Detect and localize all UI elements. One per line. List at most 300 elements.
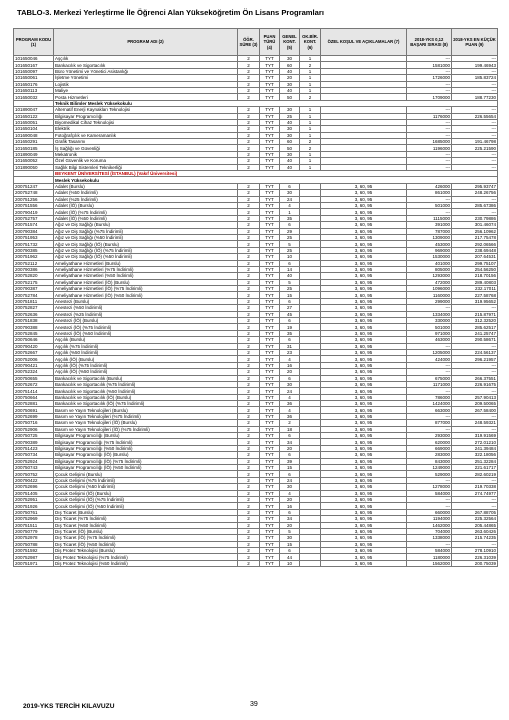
table-cell: TYT [260,202,280,208]
table-cell: --- [452,496,498,502]
table-cell: 200752636 [14,311,54,317]
table-cell: Bankacılık ve Sigortacılık (İÖ) (%75 İndirimli) [54,401,238,407]
table-cell: 2 [238,439,260,445]
table-cell: 2 [238,337,260,343]
table-cell: TYT [260,241,280,247]
table-cell: 6 [280,471,300,477]
table-cell: TYT [260,420,280,426]
table-cell: 2 [238,279,260,285]
table-cell: Çocuk Gelişimi (%75 İndirimli) [54,477,238,483]
table-cell: 3, 60, 95 [321,490,407,496]
table-cell: 501000 [407,202,452,208]
table-cell: 3, 60, 95 [321,388,407,394]
table-cell: TYT [260,107,280,113]
table-cell: Özel Güvenlik ve Koruma [54,158,238,164]
table-cell: --- [407,426,452,432]
table-cell: 2 [238,75,260,81]
table-cell: 3, 60, 95 [321,196,407,202]
table-cell: TYT [260,196,280,202]
table-cell: 289.40803 [452,279,498,285]
table-cell: 3, 60, 95 [321,183,407,189]
table-cell: 16 [280,362,300,368]
table-cell: 248.26756 [452,190,498,196]
table-cell: 424000 [407,356,452,362]
table-cell: 200790384 [14,228,54,234]
table-cell: 3, 60, 95 [321,241,407,247]
table-cell: --- [407,164,452,170]
table-cell: 30 [280,535,300,541]
table-cell: 2 [238,554,260,560]
header-en-kucuk-puan: 2018-YKS EN KÜÇÜK PUAN (9) [452,29,498,56]
table-cell: 30 [280,381,300,387]
page-title: TABLO-3. Merkezi Yerleştirme İle Öğrenci Alan Yükseköğretim Ön Lisans Programları [17,8,324,17]
table-cell: 2 [238,318,260,324]
table-cell: Dış Ticaret (İÖ) (%50 İndirimli) [54,541,238,547]
table-cell: 2 [238,266,260,272]
table-cell: --- [407,126,452,132]
table-cell: 5 [280,279,300,285]
table-cell: 30 [280,484,300,490]
table-cell: 3, 60, 95 [321,369,407,375]
table-cell: --- [452,158,498,164]
table-cell: --- [452,132,498,138]
table-body [14,56,498,567]
table-cell: 200752987 [14,554,54,560]
table-cell: 101650113 [14,87,54,93]
table-cell: 191.46798 [452,139,498,145]
table-cell: TYT [260,503,280,509]
header-okbir-kont: OK.BİR. KONT. (6) [300,29,321,56]
table-cell: 2 [238,375,260,381]
table-cell: 101890050 [14,164,54,170]
table-cell: 101650104 [14,126,54,132]
table-cell: Dış Ticaret (İÖ) (Burslu) [54,528,238,534]
table-cell: 45 [280,311,300,317]
table-cell: --- [407,119,452,125]
table-cell: 215.74235 [452,535,498,541]
table-cell: 3, 60, 95 [321,477,407,483]
table-cell: --- [452,541,498,547]
table-cell: 6 [280,222,300,228]
table-cell: 3, 60, 95 [321,202,407,208]
table-cell: 3, 60, 95 [321,343,407,349]
table-cell: 1685000 [407,139,452,145]
table-cell: 2 [238,126,260,132]
table-cell: 200751953 [14,234,54,240]
table-cell: Ameliyathane Hizmetleri (Burslu) [54,260,238,266]
table-cell: TYT [260,516,280,522]
table-cell: 2 [238,343,260,349]
table-cell: 256.10962 [452,228,498,234]
table-cell: Bankacılık ve Sigortacılık (Burslu) [54,375,238,381]
table-cell: 3, 60, 95 [321,554,407,560]
table-cell: 2 [300,139,321,145]
header-ozel-kosul: ÖZEL KOŞUL VE AÇIKLAMALAR (7) [321,29,407,56]
table-cell: 218.70156 [452,273,498,279]
table-cell: --- [452,119,498,125]
table-cell: 200751247 [14,183,54,189]
table-cell: 2 [238,81,260,87]
table-cell: 36 [280,401,300,407]
table-cell: 200750655 [14,375,54,381]
table-cell: 2 [238,541,260,547]
table-cell: 2 [238,369,260,375]
table-cell: 274.74977 [452,490,498,496]
table-cell: 2 [238,560,260,566]
table-cell: Çocuk Gelişimi (Burslu) [54,471,238,477]
table-cell: 401000 [407,260,452,266]
table-cell: Diş Protez Teknolojisi (%50 İndirimli) [54,560,238,566]
table-cell: 4 [280,356,300,362]
table-cell: 205.44865 [452,522,498,528]
table-cell: --- [452,68,498,74]
table-cell: 2 [238,484,260,490]
table-cell: 226.31039 [452,554,498,560]
table-cell: 200750752 [14,471,54,477]
table-cell: --- [407,87,452,93]
table-cell: 472000 [407,279,452,285]
table-cell: 20 [280,522,300,528]
table-cell: TYT [260,452,280,458]
table-cell: 6 [280,375,300,381]
table-cell: 2 [238,535,260,541]
table-cell: 6 [280,260,300,266]
table-cell: Bilgisayar Programcılığı (İÖ) (Burslu) [54,452,238,458]
header-basari-sirasi: 2018-YKS 0,12 BAŞARI SIRASI (8) [407,29,452,56]
table-cell: Dış Ticaret (Burslu) [54,509,238,515]
table-cell: 267.58400 [452,407,498,413]
table-cell: 101650185 [14,145,54,151]
footer-guide-title: 2019-YKS TERCİH KILAVUZU [23,703,115,710]
table-cell: Anestezi (%25 İndirimli) [54,311,238,317]
table-cell: TYT [260,375,280,381]
table-cell: 3, 60, 95 [321,535,407,541]
table-cell: 2 [238,202,260,208]
table-cell: TYT [260,433,280,439]
table-cell: 23 [280,349,300,355]
table-cell: 2 [238,209,260,215]
table-cell: TYT [260,439,280,445]
section-name: Meslek Yüksekokulu [54,177,498,183]
table-cell: 2 [238,452,260,458]
table-cell: --- [452,343,498,349]
table-cell: 3, 60, 95 [321,433,407,439]
table-cell: TYT [260,560,280,566]
table-cell: 322.18056 [452,452,498,458]
table-cell: 1 [280,209,300,215]
table-cell: 2 [238,68,260,74]
table-header-row [14,29,498,56]
table-cell: 219.70338 [452,484,498,490]
table-cell: 31 [280,343,300,349]
table-cell: 1709000 [407,94,452,100]
table-cell: İş Sağlığı ve Güvenliği [54,145,238,151]
table-cell: 1424000 [407,401,452,407]
table-cell: 1581000 [407,62,452,68]
table-cell: Bankacılık ve Sigortacılık (%50 İndirimli) [54,388,238,394]
table-cell: 200750691 [14,407,54,413]
table-cell: 1 [300,126,321,132]
table-cell: TYT [260,234,280,240]
table-cell: 101890047 [14,107,54,113]
table-cell: 101650291 [14,139,54,145]
table-cell: 1160000 [407,292,452,298]
table-cell: TYT [260,132,280,138]
table-cell: 2 [238,394,260,400]
table-cell: 2 [300,145,321,151]
table-cell: --- [452,209,498,215]
table-cell: 2 [238,139,260,145]
table-cell: 101890049 [14,151,54,157]
table-cell: 40 [280,119,300,125]
table-cell: 200750734 [14,452,54,458]
table-cell: --- [407,305,452,311]
table-cell: 290.58671 [452,337,498,343]
table-cell: 3, 60, 95 [321,413,407,419]
table-cell: 200752175 [14,279,54,285]
table-cell: TYT [260,343,280,349]
table-cell: 3, 60, 95 [321,516,407,522]
table-cell: 257.90413 [452,394,498,400]
table-cell: 226.91675 [452,381,498,387]
table-cell: 200751732 [14,241,54,247]
table-cell: 1205000 [407,349,452,355]
table-cell: 200752906 [14,426,54,432]
table-cell: 2 [238,445,260,451]
table-cell: --- [452,305,498,311]
table-cell: 200790389 [14,439,54,445]
table-cell: TYT [260,279,280,285]
table-cell: Ameliyathane Hizmetleri (%50 İndirimli) [54,273,238,279]
table-cell: 3, 60, 95 [321,318,407,324]
table-cell: Bankacılık ve Sigortacılık (%75 İndirimli) [54,381,238,387]
table-cell: 44 [280,554,300,560]
table-cell: TYT [260,324,280,330]
table-cell: 199.46943 [452,62,498,68]
table-cell: Adalet (İÖ) (%75 İndirimli) [54,209,238,215]
table-cell: 35 [280,330,300,336]
table-cell: 2 [238,119,260,125]
table-cell: 296.21957 [452,356,498,362]
table-cell: 3, 60, 95 [321,445,407,451]
table-cell: --- [452,164,498,170]
table-cell: Dış Ticaret (%50 İndirimli) [54,522,238,528]
table-cell: 25 [280,286,300,292]
table-cell: TYT [260,484,280,490]
table-cell: 200.75039 [452,560,498,566]
table-cell: TYT [260,535,280,541]
table-cell: 101650097 [14,68,54,74]
table-cell: 3, 60, 95 [321,298,407,304]
table-cell: 3, 60, 95 [321,356,407,362]
table-cell: Posta Hizmetleri [54,94,238,100]
table-cell: 2 [238,273,260,279]
table-cell: 20 [280,445,300,451]
header-puan-turu: PUAN TÜRÜ (4) [260,29,280,56]
table-cell: 225.32564 [452,516,498,522]
table-cell: 200751574 [14,222,54,228]
table-cell: 1 [300,158,321,164]
table-cell: 3, 60, 95 [321,401,407,407]
table-cell: 200750743 [14,465,54,471]
table-cell: TYT [260,292,280,298]
table-cell: 200752845 [14,330,54,336]
table-cell: 200790419 [14,209,54,215]
table-cell: 1530000 [407,254,452,260]
table-cell: 25 [280,247,300,253]
table-cell: --- [407,81,452,87]
table-cell [300,560,321,566]
table-cell: 2 [238,349,260,355]
table-cell: --- [452,413,498,419]
table-cell: 3, 60, 95 [321,548,407,554]
table-cell: Ağız ve Diş Sağlığı (İÖ) (%75 İndirimli) [54,247,238,253]
table-cell: 30 [280,190,300,196]
table-cell: TYT [260,228,280,234]
table-cell: Bilgisayar Programcılığı [54,113,238,119]
table-cell: 25 [280,234,300,240]
table-cell: 200790420 [14,343,54,349]
table-cell: Bilgisayar Programcılığı (İÖ) (%50 İndirimli) [54,465,238,471]
table-cell: 30 [280,151,300,157]
table-cell: 2 [300,62,321,68]
table-cell: 200752924 [14,458,54,464]
table-cell: 301.46074 [452,222,498,228]
table-cell: 101650046 [14,56,54,62]
table-cell: 200752699 [14,413,54,419]
table-cell: 200790386 [14,266,54,272]
table-cell: Büro Yönetimi ve Yönetici Asistanlığı [54,68,238,74]
table-cell: 6 [280,183,300,189]
table-cell: 675000 [407,375,452,381]
table-cell: 230.79886 [452,215,498,221]
table-cell: 3, 60, 95 [321,458,407,464]
table-cell: 6 [280,433,300,439]
table-cell: 221.61717 [452,465,498,471]
table-cell: 1 [300,56,321,62]
table-cell: 200751556 [14,202,54,208]
table-cell: 101650176 [14,81,54,87]
table-cell: 3, 60, 95 [321,541,407,547]
table-cell: 200752748 [14,190,54,196]
table-cell: 36 [280,413,300,419]
table-cell: Diş Protez Teknolojisi (Burslu) [54,548,238,554]
table-cell: Basım ve Yayın Teknolojileri (İÖ) (%75 İndirimli) [54,426,238,432]
table-cell: 2 [238,190,260,196]
table-cell: TYT [260,126,280,132]
table-cell: 30 [280,126,300,132]
table-cell: Aşçılık (İÖ) (%50 İndirimli) [54,369,238,375]
table-cell: 2 [238,407,260,413]
table-cell: Çocuk Gelişimi (%50 İndirimli) [54,484,238,490]
table-cell: TYT [260,94,280,100]
table-cell: TYT [260,311,280,317]
table-cell: --- [452,369,498,375]
table-cell: 19 [280,324,300,330]
table-cell: 101650052 [14,158,54,164]
table-cell: TYT [260,298,280,304]
table-cell: 2 [238,433,260,439]
table-cell: 2 [238,107,260,113]
table-cell: 660000 [407,509,452,515]
table-cell: 1 [300,87,321,93]
table-cell: TYT [260,528,280,534]
table-cell: 272.01210 [452,439,498,445]
table-cell: Adalet (%25 İndirimli) [54,196,238,202]
table-cell: 101650032 [14,94,54,100]
table-cell: 200751962 [14,254,54,260]
section-name: Teknik Bilimler Meslek Yüksekokulu [54,100,498,106]
table-cell: TYT [260,388,280,394]
table-cell: 2 [238,286,260,292]
table-cell: --- [452,87,498,93]
table-cell: 40 [280,164,300,170]
table-cell: 2 [238,56,260,62]
table-cell: 3, 60, 95 [321,528,407,534]
table-cell: 30 [280,81,300,87]
table-cell: 50 [280,94,300,100]
table-cell: 620000 [407,439,452,445]
table-cell: 30 [280,132,300,138]
table-cell: 2 [238,548,260,554]
table-cell: 3, 60, 95 [321,330,407,336]
table-cell: 3, 60, 95 [321,286,407,292]
table-cell: TYT [260,209,280,215]
table-cell: 2 [238,477,260,483]
table-cell: 40 [280,273,300,279]
table-cell: 241.25747 [452,330,498,336]
table-cell: Anestezi (İÖ) (%75 İndirimli) [54,324,238,330]
table-cell: TYT [260,260,280,266]
table-cell: 501000 [407,324,452,330]
table-cell: 188.77230 [452,94,498,100]
table-cell: TYT [260,445,280,451]
table-cell: 200752827 [14,305,54,311]
table-cell: 227.58768 [452,292,498,298]
table-cell: 6 [280,509,300,515]
table-cell: 843000 [407,458,452,464]
table-cell: TYT [260,349,280,355]
table-cell: 35 [280,215,300,221]
table-cell: 200790388 [14,324,54,330]
table-cell: Dış Ticaret (İÖ) (%75 İndirimli) [54,535,238,541]
table-cell: 226.55654 [452,113,498,119]
table-cell: 207.64531 [452,254,498,260]
table-cell: Aşçılık (İÖ) (Burslu) [54,356,238,362]
table-cell: 248.59321 [452,420,498,426]
table-cell: Ameliyathane Hizmetleri (İÖ) (%50 İndirimli) [54,292,238,298]
table-cell: TYT [260,68,280,74]
table-cell: 3, 60, 95 [321,407,407,413]
table-cell: 669000 [407,445,452,451]
table-cell: --- [452,426,498,432]
table-cell: TYT [260,139,280,145]
table-cell: 3, 60, 95 [321,292,407,298]
table-cell: 312.32520 [452,318,498,324]
table-cell: 1096000 [407,286,452,292]
table-cell: 200751405 [14,490,54,496]
table-cell: 3, 60, 95 [321,305,407,311]
table-cell: --- [407,343,452,349]
table-cell: 5 [280,241,300,247]
table-cell: 20 [280,496,300,502]
table-cell: TYT [260,113,280,119]
table-cell: 2 [238,132,260,138]
table-cell: 3, 60, 95 [321,247,407,253]
table-cell: Basım ve Yayın Teknolojileri (%75 İndirimli) [54,413,238,419]
table-cell: 1278000 [407,484,452,490]
table-cell: 2 [238,196,260,202]
